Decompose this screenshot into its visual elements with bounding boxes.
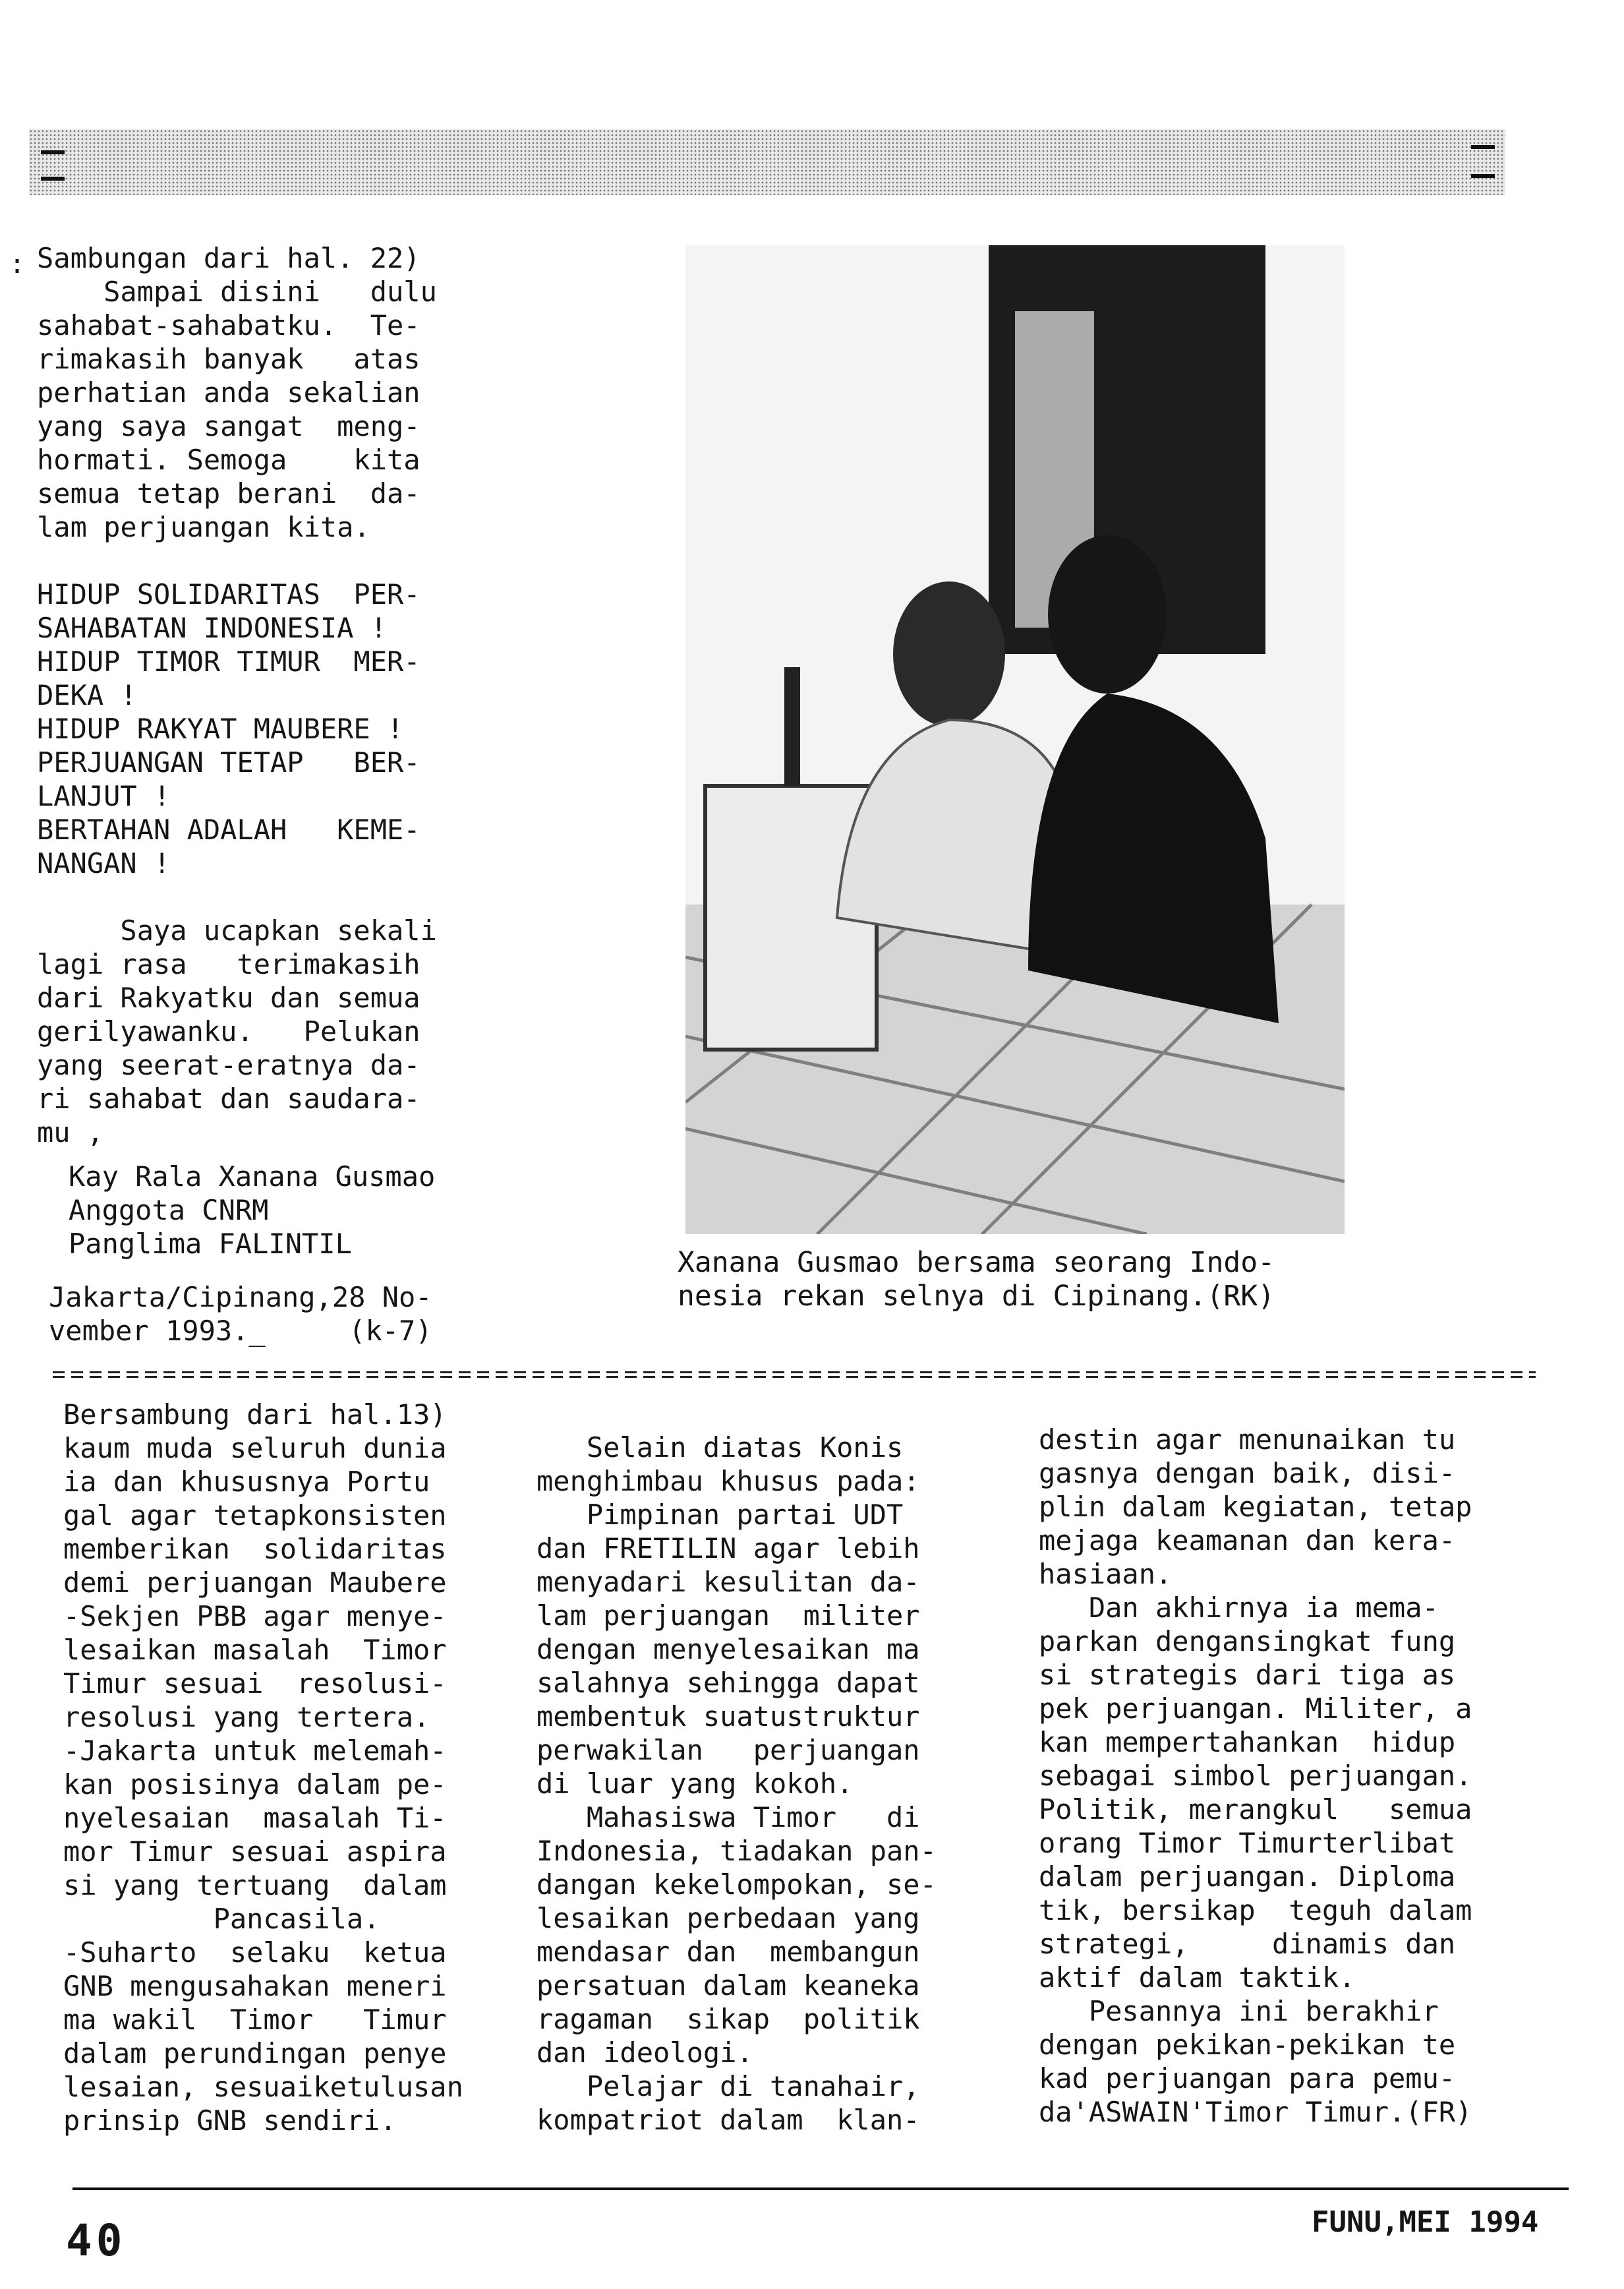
article-line: mor Timur sesuai aspira — [63, 1835, 447, 1868]
article-line: dalam perjuangan. Diploma — [1039, 1860, 1456, 1893]
letter-line: HIDUP SOLIDARITAS PER- — [37, 578, 420, 610]
signature-block — [37, 1160, 437, 1261]
article-line: kan posisinya dalam pe- — [63, 1768, 447, 1800]
footer-rule — [72, 2187, 1569, 2190]
article-column-1 — [63, 1398, 463, 2137]
letter-line: mu , — [37, 1116, 104, 1148]
article-line: strategi, dinamis dan — [1039, 1928, 1456, 1960]
signature-title: Anggota CNRM — [69, 1194, 269, 1226]
article-line: prinsip GNB sendiri. — [63, 2104, 397, 2137]
letter-line: Sampai disini dulu — [37, 276, 437, 308]
photo-xanana-in-cell — [685, 245, 1345, 1234]
letter-line — [37, 544, 437, 578]
article-line: mendasar dan membangun — [536, 1936, 920, 1968]
article-column-3 — [1039, 1423, 1472, 2129]
article-line: lesaian, sesuaiketulusan — [63, 2071, 463, 2103]
article-line: pek perjuangan. Militer, a — [1039, 1692, 1472, 1725]
article-line: gal agar tetapkonsisten — [63, 1499, 447, 1531]
article-line: plin dalam kegiatan, tetap — [1039, 1491, 1472, 1523]
article-line: dalam perundingan penye — [63, 2037, 447, 2069]
article-line: dan FRETILIN agar lebih — [536, 1532, 920, 1564]
article-line: orang Timor Timurterlibat — [1039, 1827, 1456, 1859]
letter-line: HIDUP TIMOR TIMUR MER- — [37, 645, 420, 678]
article-line: hasiaan. — [1039, 1558, 1173, 1590]
header-halftone-band — [29, 129, 1505, 195]
letter-line: SAHABATAN INDONESIA ! — [37, 612, 388, 644]
article-line: -Jakarta untuk melemah- — [63, 1735, 447, 1767]
letter-line: DEKA ! — [37, 679, 137, 711]
article-line: destin agar menunaikan tu — [1039, 1423, 1456, 1456]
caption-line-2: nesia rekan selnya di Cipinang.(RK) — [678, 1280, 1275, 1313]
place-date — [37, 1280, 437, 1348]
article-line: perwakilan perjuangan — [536, 1734, 920, 1766]
letter-line: rimakasih banyak atas — [37, 343, 420, 375]
letter-line: Sambungan dari hal. 22) — [37, 242, 420, 274]
article-line: Timur sesuai resolusi- — [63, 1667, 447, 1700]
letter-line: gerilyawanku. Pelukan — [37, 1015, 420, 1048]
article-line: Pimpinan partai UDT — [536, 1499, 904, 1531]
caption-line-1: Xanana Gusmao bersama seorang Indo- — [678, 1246, 1275, 1279]
band-mark-right-top — [1471, 145, 1495, 149]
letter-line: BERTAHAN ADALAH KEME- — [37, 814, 420, 846]
article-line: dengan pekikan-pekikan te — [1039, 2029, 1456, 2061]
letter-line: LANJUT ! — [37, 780, 171, 812]
article-line: kaum muda seluruh dunia — [63, 1432, 447, 1464]
article-line: ia dan khususnya Portu — [63, 1466, 430, 1498]
article-line: salahnya sehingga dapat — [536, 1667, 920, 1699]
letter-line: Saya ucapkan sekali — [37, 914, 437, 947]
article-line: resolusi yang tertera. — [63, 1701, 430, 1733]
article-line: parkan dengansingkat fung — [1039, 1625, 1456, 1657]
article-line: si strategis dari tiga as — [1039, 1659, 1456, 1691]
article-line: aktif dalam taktik. — [1039, 1961, 1356, 1994]
article-line: kompatriot dalam klan- — [536, 2104, 920, 2136]
place-date-line-1: Jakarta/Cipinang,28 No- — [49, 1281, 432, 1313]
letter-column — [37, 241, 437, 1348]
article-line: -Suharto selaku ketua — [63, 1936, 447, 1969]
letter-line: hormati. Semoga kita — [37, 444, 420, 476]
article-line: membentuk suatustruktur — [536, 1700, 920, 1733]
article-line: mejaga keamanan dan kera- — [1039, 1524, 1456, 1557]
article-line: da'ASWAIN'Timor Timur.(FR) — [1039, 2096, 1472, 2128]
article-line: Dan akhirnya ia mema- — [1039, 1591, 1439, 1624]
article-line: Politik, merangkul semua — [1039, 1793, 1472, 1826]
article-line: persatuan dalam keaneka — [536, 1969, 920, 2002]
article-line: Selain diatas Konis — [536, 1431, 904, 1464]
letter-line: ri sahabat dan saudara- — [37, 1083, 420, 1115]
signature-rank: Panglima FALINTIL — [69, 1228, 352, 1260]
letter-line: PERJUANGAN TETAP BER- — [37, 746, 420, 779]
article-line: Bersambung dari hal.13) — [63, 1398, 447, 1431]
photo-caption — [678, 1246, 1275, 1313]
article-line: tik, bersikap teguh dalam — [1039, 1894, 1472, 1926]
letter-line: semua tetap berani da- — [37, 477, 420, 510]
band-mark-left-top — [41, 150, 65, 154]
article-line: nyelesaian masalah Ti- — [63, 1802, 447, 1834]
reference-code: (k-7) — [349, 1315, 432, 1347]
article-line: dangan kekelompokan, se- — [536, 1868, 937, 1901]
place-date-line-2: vember 1993._ (k-7) — [49, 1315, 432, 1347]
article-line: kad perjuangan para pemu- — [1039, 2062, 1456, 2095]
article-line: demi perjuangan Maubere — [63, 1566, 447, 1599]
band-mark-left-bottom — [41, 177, 65, 181]
margin-mark: : — [9, 249, 26, 280]
article-line: ragaman sikap politik — [536, 2003, 920, 2035]
signature-name: Kay Rala Xanana Gusmao — [69, 1160, 436, 1193]
letter-line: lam perjuangan kita. — [37, 511, 370, 543]
letter-body — [37, 241, 437, 1149]
article-line: Pancasila. — [63, 1903, 380, 1935]
section-separator — [53, 1370, 1536, 1379]
article-line: lesaikan perbedaan yang — [536, 1902, 920, 1934]
article-column-2 — [536, 1431, 937, 2137]
article-line: si yang tertuang dalam — [63, 1869, 447, 1901]
article-line: menghimbau khusus pada: — [536, 1465, 920, 1497]
article-line: Pesannya ini berakhir — [1039, 1995, 1439, 2027]
article-line: lesaikan masalah Timor — [63, 1634, 447, 1666]
article-line: GNB mengusahakan meneri — [63, 1970, 447, 2002]
photo-image — [685, 245, 1345, 1234]
letter-line: dari Rakyatku dan semua — [37, 982, 420, 1014]
article-line: di luar yang kokoh. — [536, 1768, 854, 1800]
article-line: sebagai simbol perjuangan. — [1039, 1760, 1472, 1792]
letter-line — [37, 880, 437, 914]
page-number: 40 — [66, 2215, 127, 2266]
article-line: dan ideologi. — [536, 2036, 753, 2069]
letter-line: NANGAN ! — [37, 847, 171, 879]
publication-name: FUNU,MEI 1994 — [1312, 2205, 1539, 2239]
article-line: menyadari kesulitan da- — [536, 1566, 920, 1598]
letter-line: lagi rasa terimakasih — [37, 948, 420, 980]
letter-line: perhatian anda sekalian — [37, 376, 420, 409]
article-line: dengan menyelesaikan ma — [536, 1633, 920, 1665]
article-line: Pelajar di tanahair, — [536, 2070, 920, 2102]
article-line: Indonesia, tiadakan pan- — [536, 1835, 937, 1867]
article-line: gasnya dengan baik, disi- — [1039, 1457, 1456, 1489]
letter-line: yang seerat-eratnya da- — [37, 1049, 420, 1081]
article-line: memberikan solidaritas — [63, 1533, 447, 1565]
letter-line: sahabat-sahabatku. Te- — [37, 309, 420, 342]
article-line: ma wakil Timor Timur — [63, 2004, 447, 2036]
article-line: kan mempertahankan hidup — [1039, 1726, 1456, 1758]
letter-line: HIDUP RAKYAT MAUBERE ! — [37, 713, 404, 745]
letter-line: yang saya sangat meng- — [37, 410, 420, 442]
band-mark-right-bottom — [1471, 174, 1495, 178]
article-line: -Sekjen PBB agar menye- — [63, 1600, 447, 1632]
article-line: lam perjuangan militer — [536, 1599, 920, 1632]
article-line: Mahasiswa Timor di — [536, 1801, 920, 1833]
